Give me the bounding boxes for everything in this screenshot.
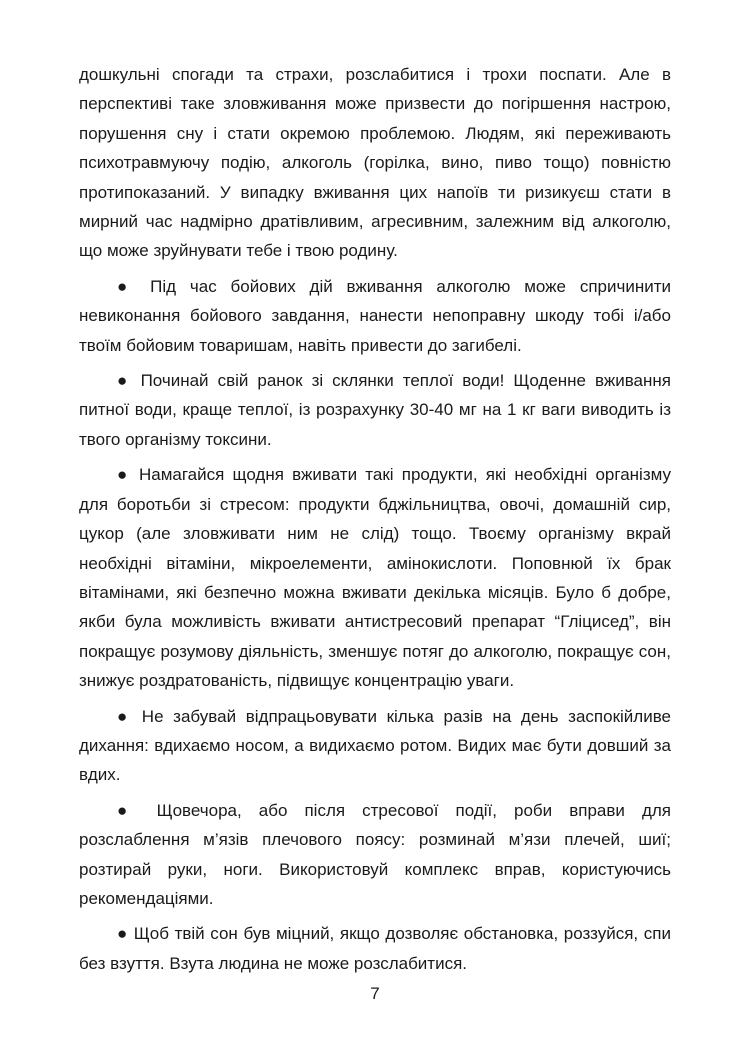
document-body <box>79 60 671 984</box>
bullet-paragraph-breathing: ● Не забувай відпрацьовувати кілька разів на день заспокійливе дихання: вдихаємо носом, а видихаємо ротом. Видих має бути довший за вдих. <box>79 706 671 785</box>
bullet-paragraph-nutrition: ● Намагайся щодня вживати такі продукти, які необхідні організму для боротьби зі стресом: продукти бджільництва, овочі, домашній сир, цукор (але зловживати ним не слід) тощо. Твоєму організму вкрай необхідні вітаміни, мікроелементи, амінокислоти. Поповнюй їх брак вітамінами, які безпечно можна вживати декілька місяців. Було б добре, якби була можливість вживати антистресовий препарат “Гліцисед”, він покращує розумову діяльність, зменшує потяг до алкоголю, покращує сон, знижує роздратованість, підвищує концентрацію уваги. <box>79 465 671 691</box>
bullet-paragraph-sleep: ● Щоб твій сон був міцний, якщо дозволяє обстановка, роззуйся, спи без взуття. Взута людина не може розслабитися. <box>79 924 671 973</box>
bullet-paragraph-warm-water: ● Починай свій ранок зі склянки теплої води! Щоденне вживання питної води, краще теплої, із розрахунку 30-40 мг на 1 кг ваги виводить із твого організму токсини. <box>79 371 671 449</box>
bullet-paragraph-exercises: ● Щовечора, або після стресової події, роби вправи для розслаблення м’язів плечового поясу: розминай м’язи плечей, шиї; розтирай руки, ноги. Використовуй комплекс вправ, користуючись рекомендаціями. <box>79 800 671 908</box>
bullet-paragraph-alcohol-combat: ● Під час бойових дій вживання алкоголю може спричинити невиконання бойового завдання, нанести непоправну шкоду тобі і/або твоїм бойовим товаришам, навіть привести до загибелі. <box>79 276 671 355</box>
page-number: 7 <box>370 984 380 1003</box>
paragraph-continuation: дошкульні спогади та страхи, розслабитися і трохи поспати. Але в перспективі таке зловживання може призвести до погіршення настрою, порушення сну і стати окремою проблемою. Людям, які переживають психотравмуючу подію, алкоголь (горілка, вино, пиво тощо) повністю протипоказаний. У випадку вживання цих напоїв ти ризикуєш стати в мирний час надмірно дратівливим, агресивним, залежним від алкоголю, що може зруйнувати тебе і твою родину. <box>79 65 671 261</box>
